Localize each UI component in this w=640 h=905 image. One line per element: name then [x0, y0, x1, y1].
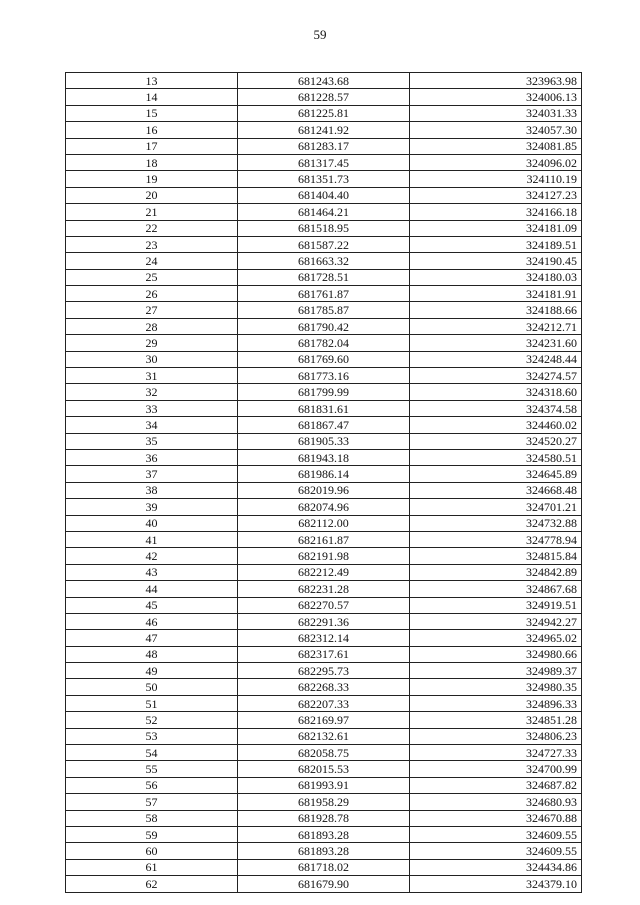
y-coordinate-cell: 324701.21: [410, 499, 582, 515]
y-coordinate-cell: 324732.88: [410, 515, 582, 531]
y-coordinate-cell: 324609.55: [410, 826, 582, 842]
y-coordinate-cell: 324580.51: [410, 449, 582, 465]
point-number-cell: 39: [66, 499, 238, 515]
x-coordinate-cell: 682132.61: [238, 728, 410, 744]
point-number-cell: 13: [66, 73, 238, 89]
point-number-cell: 22: [66, 220, 238, 236]
table-row: [66, 187, 582, 203]
table-row: [66, 302, 582, 318]
x-coordinate-cell: 682312.14: [238, 630, 410, 646]
y-coordinate-cell: 324965.02: [410, 630, 582, 646]
table-row: [66, 433, 582, 449]
y-coordinate-cell: 324081.85: [410, 138, 582, 154]
point-number-cell: 58: [66, 810, 238, 826]
table-row: [66, 384, 582, 400]
x-coordinate-cell: 682291.36: [238, 613, 410, 629]
y-coordinate-cell: 324031.33: [410, 105, 582, 121]
point-number-cell: 19: [66, 171, 238, 187]
y-coordinate-cell: 324374.58: [410, 400, 582, 416]
x-coordinate-cell: 682212.49: [238, 564, 410, 580]
y-coordinate-cell: 324231.60: [410, 335, 582, 351]
table-row: [66, 777, 582, 793]
point-number-cell: 53: [66, 728, 238, 744]
point-number-cell: 43: [66, 564, 238, 580]
table-row: [66, 876, 582, 892]
point-number-cell: 45: [66, 597, 238, 613]
x-coordinate-cell: 681831.61: [238, 400, 410, 416]
x-coordinate-cell: 681785.87: [238, 302, 410, 318]
point-number-cell: 26: [66, 286, 238, 302]
x-coordinate-cell: 682317.61: [238, 646, 410, 662]
table-row: [66, 73, 582, 89]
point-number-cell: 24: [66, 253, 238, 269]
point-number-cell: 35: [66, 433, 238, 449]
x-coordinate-cell: 681799.99: [238, 384, 410, 400]
x-coordinate-cell: 682015.53: [238, 761, 410, 777]
x-coordinate-cell: 681225.81: [238, 105, 410, 121]
x-coordinate-cell: 681728.51: [238, 269, 410, 285]
y-coordinate-cell: 324980.66: [410, 646, 582, 662]
y-coordinate-cell: 324212.71: [410, 318, 582, 334]
table-row: [66, 761, 582, 777]
x-coordinate-cell: 682207.33: [238, 695, 410, 711]
y-coordinate-cell: 324896.33: [410, 695, 582, 711]
y-coordinate-cell: 324110.19: [410, 171, 582, 187]
table-row: [66, 236, 582, 252]
point-number-cell: 40: [66, 515, 238, 531]
x-coordinate-cell: 682231.28: [238, 581, 410, 597]
y-coordinate-cell: 324670.88: [410, 810, 582, 826]
point-number-cell: 32: [66, 384, 238, 400]
x-coordinate-cell: 681761.87: [238, 286, 410, 302]
x-coordinate-cell: 682058.75: [238, 745, 410, 761]
x-coordinate-cell: 681241.92: [238, 122, 410, 138]
table-row: [66, 368, 582, 384]
table-row: [66, 286, 582, 302]
y-coordinate-cell: 324609.55: [410, 843, 582, 859]
x-coordinate-cell: 682161.87: [238, 531, 410, 547]
x-coordinate-cell: 681893.28: [238, 843, 410, 859]
x-coordinate-cell: 681679.90: [238, 876, 410, 892]
y-coordinate-cell: 324687.82: [410, 777, 582, 793]
point-number-cell: 60: [66, 843, 238, 859]
x-coordinate-cell: 681769.60: [238, 351, 410, 367]
point-number-cell: 30: [66, 351, 238, 367]
table-row: [66, 269, 582, 285]
table-row: [66, 712, 582, 728]
point-number-cell: 16: [66, 122, 238, 138]
table-row: [66, 89, 582, 105]
x-coordinate-cell: 681773.16: [238, 368, 410, 384]
table-row: [66, 318, 582, 334]
point-number-cell: 46: [66, 613, 238, 629]
point-number-cell: 55: [66, 761, 238, 777]
y-coordinate-cell: 324942.27: [410, 613, 582, 629]
y-coordinate-cell: 324248.44: [410, 351, 582, 367]
y-coordinate-cell: 324919.51: [410, 597, 582, 613]
table-row: [66, 220, 582, 236]
x-coordinate-cell: 681587.22: [238, 236, 410, 252]
table-row: [66, 122, 582, 138]
table-row: [66, 417, 582, 433]
point-number-cell: 28: [66, 318, 238, 334]
point-number-cell: 29: [66, 335, 238, 351]
table-row: [66, 581, 582, 597]
x-coordinate-cell: 681905.33: [238, 433, 410, 449]
table-row: [66, 466, 582, 482]
y-coordinate-cell: 324842.89: [410, 564, 582, 580]
x-coordinate-cell: 681782.04: [238, 335, 410, 351]
point-number-cell: 17: [66, 138, 238, 154]
table-row: [66, 679, 582, 695]
y-coordinate-cell: 324006.13: [410, 89, 582, 105]
point-number-cell: 37: [66, 466, 238, 482]
point-number-cell: 44: [66, 581, 238, 597]
x-coordinate-cell: 682191.98: [238, 548, 410, 564]
x-coordinate-cell: 681228.57: [238, 89, 410, 105]
point-number-cell: 56: [66, 777, 238, 793]
point-number-cell: 49: [66, 663, 238, 679]
y-coordinate-cell: 324460.02: [410, 417, 582, 433]
point-number-cell: 14: [66, 89, 238, 105]
point-number-cell: 31: [66, 368, 238, 384]
y-coordinate-cell: 324379.10: [410, 876, 582, 892]
x-coordinate-cell: 681663.32: [238, 253, 410, 269]
x-coordinate-cell: 681790.42: [238, 318, 410, 334]
table-row: [66, 597, 582, 613]
y-coordinate-cell: 324096.02: [410, 154, 582, 170]
table-row: [66, 105, 582, 121]
x-coordinate-cell: 681993.91: [238, 777, 410, 793]
point-number-cell: 27: [66, 302, 238, 318]
x-coordinate-cell: 681464.21: [238, 204, 410, 220]
y-coordinate-cell: 324700.99: [410, 761, 582, 777]
y-coordinate-cell: 324057.30: [410, 122, 582, 138]
y-coordinate-cell: 324680.93: [410, 794, 582, 810]
x-coordinate-cell: 682295.73: [238, 663, 410, 679]
y-coordinate-cell: 324181.91: [410, 286, 582, 302]
point-number-cell: 48: [66, 646, 238, 662]
table-row: [66, 482, 582, 498]
y-coordinate-cell: 324127.23: [410, 187, 582, 203]
y-coordinate-cell: 324520.27: [410, 433, 582, 449]
y-coordinate-cell: 324989.37: [410, 663, 582, 679]
x-coordinate-cell: 681943.18: [238, 449, 410, 465]
x-coordinate-cell: 682112.00: [238, 515, 410, 531]
table-row: [66, 531, 582, 547]
x-coordinate-cell: 681317.45: [238, 154, 410, 170]
y-coordinate-cell: 324867.68: [410, 581, 582, 597]
point-number-cell: 59: [66, 826, 238, 842]
x-coordinate-cell: 681351.73: [238, 171, 410, 187]
point-number-cell: 62: [66, 876, 238, 892]
table-row: [66, 548, 582, 564]
x-coordinate-cell: 681867.47: [238, 417, 410, 433]
y-coordinate-cell: 324190.45: [410, 253, 582, 269]
point-number-cell: 33: [66, 400, 238, 416]
point-number-cell: 36: [66, 449, 238, 465]
table-row: [66, 646, 582, 662]
x-coordinate-cell: 681893.28: [238, 826, 410, 842]
point-number-cell: 20: [66, 187, 238, 203]
table-row: [66, 728, 582, 744]
x-coordinate-cell: 681518.95: [238, 220, 410, 236]
y-coordinate-cell: 324318.60: [410, 384, 582, 400]
point-number-cell: 38: [66, 482, 238, 498]
x-coordinate-cell: 681958.29: [238, 794, 410, 810]
table-row: [66, 204, 582, 220]
point-number-cell: 15: [66, 105, 238, 121]
y-coordinate-cell: 324180.03: [410, 269, 582, 285]
y-coordinate-cell: 324181.09: [410, 220, 582, 236]
x-coordinate-cell: 682019.96: [238, 482, 410, 498]
coordinates-table: [65, 72, 582, 893]
y-coordinate-cell: 324645.89: [410, 466, 582, 482]
table-row: [66, 449, 582, 465]
y-coordinate-cell: 324727.33: [410, 745, 582, 761]
x-coordinate-cell: 681718.02: [238, 859, 410, 875]
page-number: 59: [313, 27, 327, 42]
table-row: [66, 138, 582, 154]
table-row: [66, 400, 582, 416]
table-row: [66, 515, 582, 531]
y-coordinate-cell: 324434.86: [410, 859, 582, 875]
point-number-cell: 54: [66, 745, 238, 761]
point-number-cell: 57: [66, 794, 238, 810]
y-coordinate-cell: 324189.51: [410, 236, 582, 252]
y-coordinate-cell: 324980.35: [410, 679, 582, 695]
table-row: [66, 843, 582, 859]
coordinates-table-body: [66, 73, 582, 893]
table-row: [66, 859, 582, 875]
table-row: [66, 171, 582, 187]
table-row: [66, 335, 582, 351]
table-row: [66, 351, 582, 367]
y-coordinate-cell: 324806.23: [410, 728, 582, 744]
y-coordinate-cell: 324188.66: [410, 302, 582, 318]
table-row: [66, 630, 582, 646]
table-row: [66, 794, 582, 810]
x-coordinate-cell: 681404.40: [238, 187, 410, 203]
table-row: [66, 154, 582, 170]
x-coordinate-cell: 682074.96: [238, 499, 410, 515]
point-number-cell: 25: [66, 269, 238, 285]
point-number-cell: 41: [66, 531, 238, 547]
table-row: [66, 564, 582, 580]
x-coordinate-cell: 681243.68: [238, 73, 410, 89]
table-row: [66, 826, 582, 842]
y-coordinate-cell: 324851.28: [410, 712, 582, 728]
point-number-cell: 34: [66, 417, 238, 433]
point-number-cell: 51: [66, 695, 238, 711]
y-coordinate-cell: 323963.98: [410, 73, 582, 89]
point-number-cell: 23: [66, 236, 238, 252]
point-number-cell: 52: [66, 712, 238, 728]
point-number-cell: 47: [66, 630, 238, 646]
table-row: [66, 745, 582, 761]
x-coordinate-cell: 682270.57: [238, 597, 410, 613]
point-number-cell: 50: [66, 679, 238, 695]
y-coordinate-cell: 324668.48: [410, 482, 582, 498]
point-number-cell: 42: [66, 548, 238, 564]
x-coordinate-cell: 681986.14: [238, 466, 410, 482]
x-coordinate-cell: 682268.33: [238, 679, 410, 695]
x-coordinate-cell: 681283.17: [238, 138, 410, 154]
y-coordinate-cell: 324815.84: [410, 548, 582, 564]
table-row: [66, 663, 582, 679]
point-number-cell: 61: [66, 859, 238, 875]
table-row: [66, 613, 582, 629]
point-number-cell: 18: [66, 154, 238, 170]
table-row: [66, 253, 582, 269]
x-coordinate-cell: 681928.78: [238, 810, 410, 826]
table-row: [66, 695, 582, 711]
point-number-cell: 21: [66, 204, 238, 220]
y-coordinate-cell: 324778.94: [410, 531, 582, 547]
y-coordinate-cell: 324274.57: [410, 368, 582, 384]
x-coordinate-cell: 682169.97: [238, 712, 410, 728]
y-coordinate-cell: 324166.18: [410, 204, 582, 220]
table-row: [66, 499, 582, 515]
table-row: [66, 810, 582, 826]
